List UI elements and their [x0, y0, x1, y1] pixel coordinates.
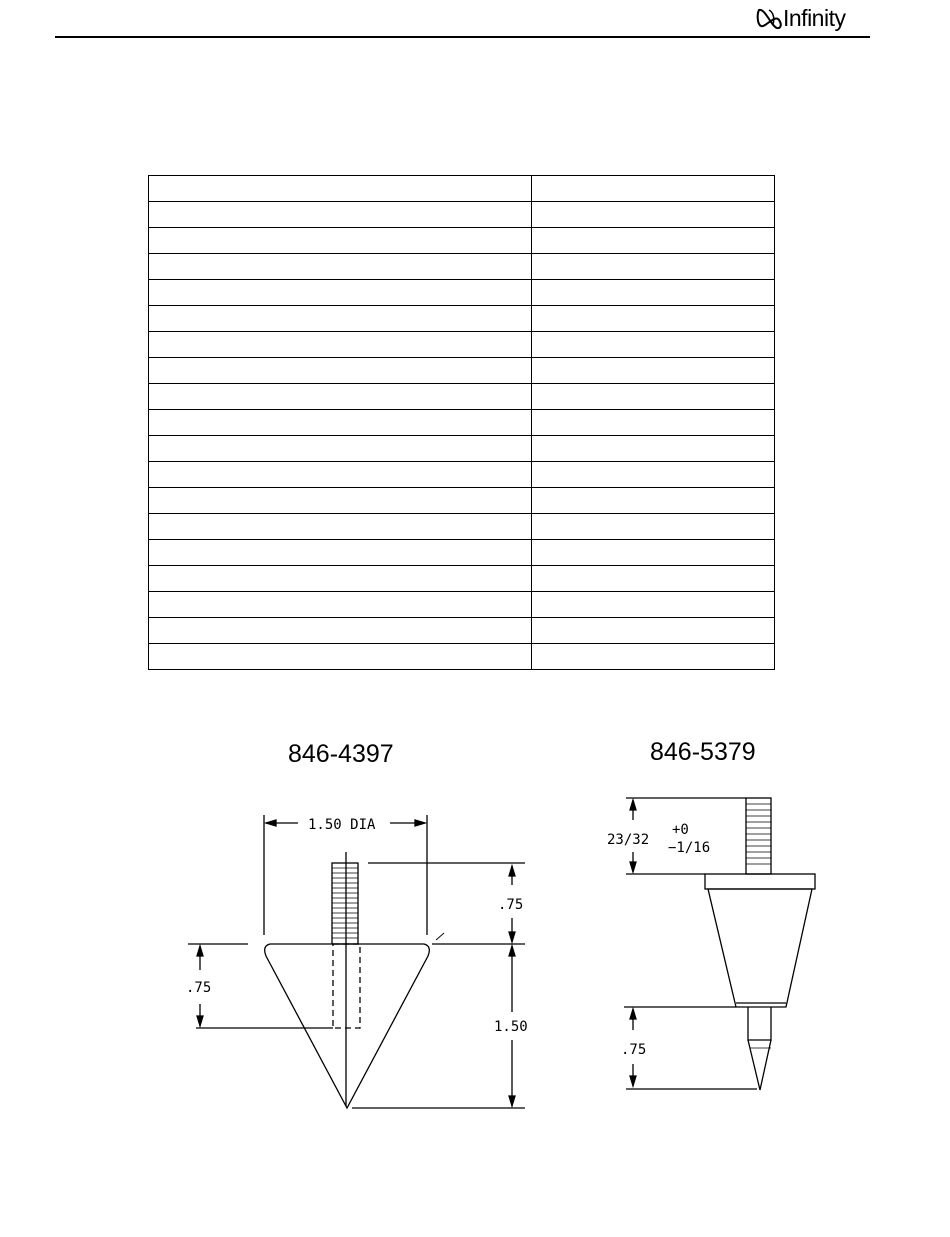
- dim-tip-right: .75: [621, 1042, 647, 1058]
- logo-text: Infinity: [783, 5, 846, 31]
- part-number-left: 846-4397: [288, 740, 394, 768]
- spike-drawing-right: [624, 798, 815, 1090]
- dim-thread-right: 23/32: [607, 832, 650, 848]
- dim-thread-left: .75: [498, 897, 524, 913]
- dim-height-left: 1.50: [494, 1019, 528, 1035]
- spike-drawing-left: [188, 815, 525, 1108]
- part-number-right: 846-5379: [650, 738, 756, 766]
- tolerance-minus: −1/16: [668, 840, 711, 856]
- dim-width-left: 1.50 DIA: [308, 817, 376, 833]
- tolerance-plus: +0: [672, 822, 689, 838]
- dim-bore-left: .75: [186, 980, 212, 996]
